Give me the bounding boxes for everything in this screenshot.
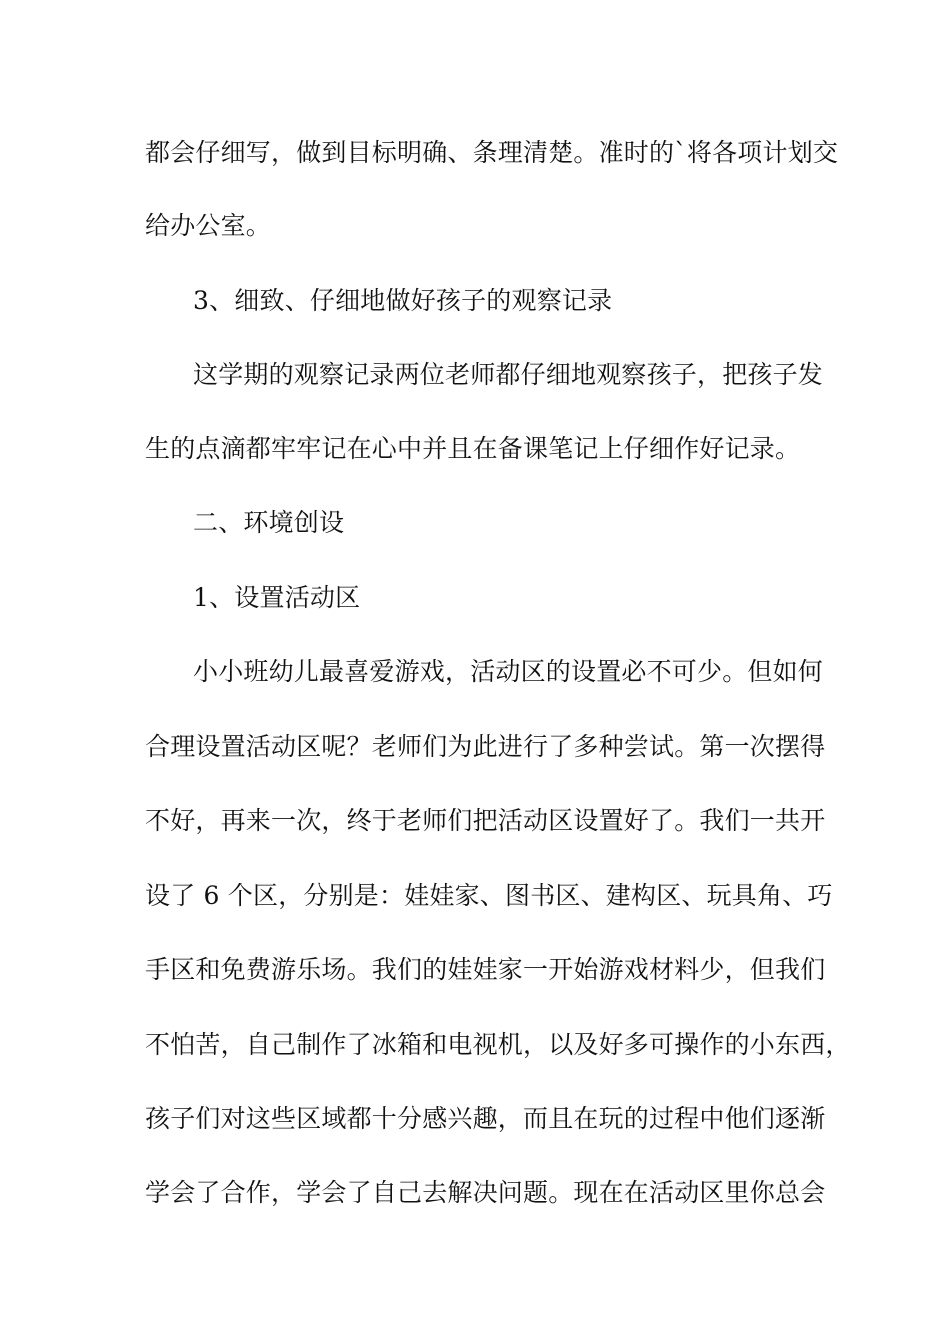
paragraph-line: 小小班幼儿最喜爱游戏，活动区的设置必不可少。但如何 [193, 657, 824, 686]
section-heading: 二、环境创设 [193, 508, 345, 537]
paragraph-line: 这学期的观察记录两位老师都仔细地观察孩子，把孩子发 [193, 360, 824, 389]
section-heading: 1、设置活动区 [193, 583, 361, 612]
paragraph-line: 设了 6 个区，分别是：娃娃家、图书区、建构区、玩具角、巧 [145, 881, 833, 910]
paragraph-line: 手区和免费游乐场。我们的娃娃家一开始游戏材料少，但我们 [145, 955, 826, 984]
paragraph-line: 学会了合作，学会了自己去解决问题。现在在活动区里你总会 [145, 1178, 826, 1207]
paragraph-line: 给办公室。 [145, 211, 272, 240]
paragraph-line: 不好，再来一次，终于老师们把活动区设置好了。我们一共开 [145, 806, 826, 835]
paragraph-line: 合理设置活动区呢？老师们为此进行了多种尝试。第一次摆得 [145, 732, 826, 761]
section-heading: 3、细致、仔细地做好孩子的观察记录 [193, 286, 613, 315]
paragraph-line: 不怕苦，自己制作了冰箱和电视机，以及好多可操作的小东西， [145, 1030, 851, 1059]
paragraph-line: 孩子们对这些区域都十分感兴趣，而且在玩的过程中他们逐渐 [145, 1104, 826, 1133]
paragraph-line: 都会仔细写，做到目标明确、条理清楚。准时的`将各项计划交 [145, 138, 839, 167]
paragraph-line: 生的点滴都牢牢记在心中并且在备课笔记上仔细作好记录。 [145, 434, 801, 463]
